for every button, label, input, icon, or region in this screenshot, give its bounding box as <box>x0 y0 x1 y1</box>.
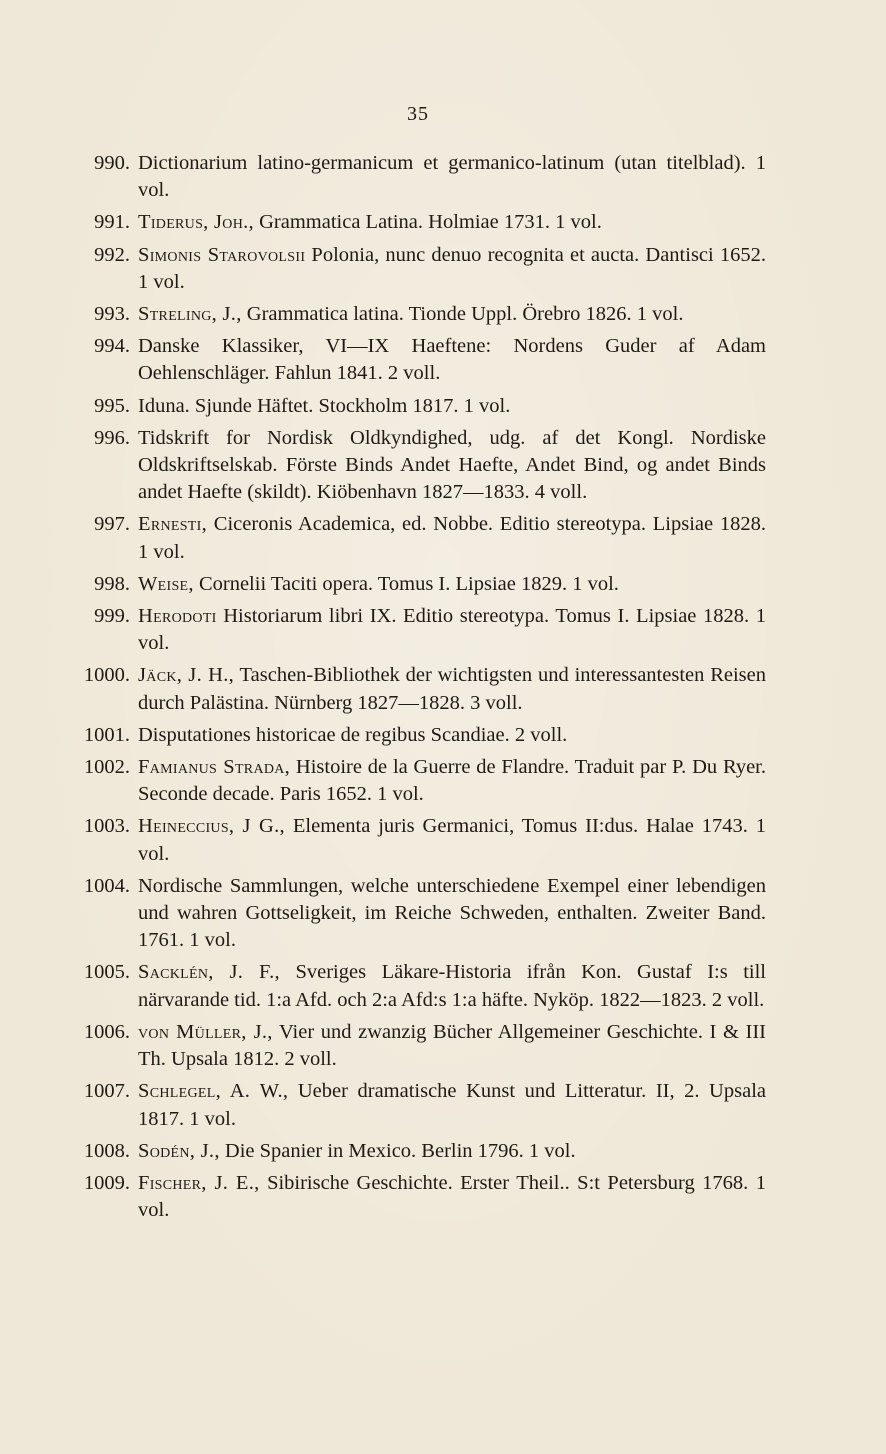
entry-text: Die Spanier in Mexico. Berlin 1796. 1 vol. <box>219 1139 576 1162</box>
catalogue-entry <box>68 571 766 598</box>
entry-text: Sibirische Geschichte. Erster Theil.. S:t Petersburg 1768. 1 vol. <box>138 1171 767 1222</box>
entry-text: Grammatica Latina. Holmiae 1731. 1 vol. <box>253 211 602 234</box>
catalogue-entry <box>68 242 766 296</box>
entry-text: Elementa juris Germanici, Tomus II:dus. Halae 1743. 1 vol. <box>138 815 766 865</box>
entry-number: 998. <box>94 572 130 595</box>
entry-author: Schlegel, A. W., <box>138 1080 289 1103</box>
entry-text: Sveriges Läkare-Historia ifrån Kon. Gustaf I:s till närvarande tid. 1:a Afd. och 2:a Afd:s 1:a häfte. Nyköp. 1822—1823. 2 voll. <box>138 961 766 1011</box>
entry-text: Vier und zwanzig Bücher Allgemeiner Geschichte. I & III Th. Upsala 1812. 2 voll. <box>138 1020 767 1071</box>
entry-text: Tidskrift for Nordisk Oldkyndighed, udg. af det Kongl. Nordiske Oldskriftselskab. Förste Binds Andet Haefte, Andet Bind, og andet Binds andet Haefte (skildt). Kiöbenhavn 1827—1833. 4 voll. <box>138 426 766 504</box>
catalogue-entry <box>68 722 766 749</box>
catalogue-entries <box>68 150 766 1229</box>
entry-text: Disputationes historicae de regibus Scandiae. 2 voll. <box>138 723 568 746</box>
entry-author: Famianus Strada, <box>138 756 291 779</box>
entry-number: 1000. <box>83 664 130 687</box>
entry-number: 997. <box>94 513 130 536</box>
entry-number: 991. <box>94 211 130 234</box>
entry-author: von Müller, J., <box>138 1020 273 1043</box>
entry-text: Cornelii Taciti opera. Tomus I. Lipsiae 1829. 1 vol. <box>193 572 619 595</box>
entry-text: Grammatica latina. Tionde Uppl. Örebro 1826. 1 vol. <box>241 303 684 326</box>
catalogue-entry <box>68 150 766 204</box>
entry-author: Fischer, J. E., <box>138 1171 260 1194</box>
entry-text: Dictionarium latino-germanicum et germanico-latinum (utan titelblad). 1 vol. <box>138 152 766 202</box>
catalogue-entry <box>68 1138 766 1165</box>
catalogue-entry <box>68 1078 766 1132</box>
page-number: 35 <box>407 103 429 125</box>
entry-author: Heineccius, J G., <box>138 815 285 838</box>
entry-number: 1001. <box>83 723 130 746</box>
catalogue-entry <box>68 1019 766 1073</box>
entry-number: 1008. <box>83 1139 130 1162</box>
entry-author: Streling, J., <box>138 303 242 326</box>
catalogue-entry <box>68 813 766 867</box>
entry-number: 993. <box>94 303 130 326</box>
entry-author: Herodoti <box>138 605 217 628</box>
catalogue-entry <box>68 301 766 328</box>
catalogue-entry <box>68 425 766 507</box>
entry-number: 1003. <box>83 815 130 838</box>
entry-text: Nordische Sammlungen, welche unterschiedene Exempel einer lebendigen und wahren Gottseligkeit, im Reiche Schweden, enthalten. Zweiter Band. 1761. 1 vol. <box>138 874 766 952</box>
entry-text: Ueber dramatische Kunst und Litteratur. II, 2. Upsala 1817. 1 vol. <box>138 1080 766 1130</box>
entry-number: 1002. <box>83 756 130 779</box>
catalogue-entry <box>68 333 766 387</box>
catalogue-entry <box>68 873 766 955</box>
entry-number: 1004. <box>83 874 130 897</box>
entry-author: Tiderus, Joh., <box>138 211 254 234</box>
entry-text: Taschen-Bibliothek der wichtigsten und interessantesten Reisen durch Palästina. Nürnberg 1827—1828. 3 voll. <box>138 664 766 714</box>
catalogue-entry <box>68 511 766 565</box>
entry-text: Danske Klassiker, VI—IX Haeftene: Nordens Guder af Adam Oehlenschläger. Fahlun 1841. 2 voll. <box>138 335 766 385</box>
catalogue-entry <box>68 603 766 657</box>
entry-author: Simonis Starovolsii <box>138 243 306 266</box>
entry-number: 1007. <box>83 1080 130 1103</box>
entry-author: Weise, <box>138 572 194 595</box>
entry-text: Histoire de la Guerre de Flandre. Traduit par P. Du Ryer. Seconde decade. Paris 1652. 1 vol. <box>138 756 766 806</box>
catalogue-entry <box>68 209 766 236</box>
entry-number: 1009. <box>83 1171 130 1194</box>
catalogue-entry <box>68 393 766 420</box>
entry-author: Sodén, J., <box>138 1139 220 1162</box>
catalogue-entry <box>68 662 766 716</box>
catalogue-entry <box>68 754 766 808</box>
entry-text: Polonia, nunc denuo recognita et aucta. Dantisci 1652. 1 vol. <box>138 243 766 293</box>
catalogue-entry <box>68 1170 766 1224</box>
entry-author: Sacklén, J. F., <box>138 961 280 984</box>
entry-text: Historiarum libri IX. Editio stereotypa. Tomus I. Lipsiae 1828. 1 vol. <box>138 605 766 655</box>
entry-number: 1006. <box>83 1020 130 1043</box>
entry-number: 992. <box>94 243 130 266</box>
entry-number: 996. <box>94 426 130 449</box>
catalogue-entry <box>68 959 766 1013</box>
entry-number: 999. <box>94 605 130 628</box>
entry-text: Ciceronis Academica, ed. Nobbe. Editio stereotypa. Lipsiae 1828. 1 vol. <box>138 513 766 563</box>
entry-number: 995. <box>94 394 130 417</box>
entry-number: 994. <box>94 335 130 358</box>
entry-number: 990. <box>94 152 130 174</box>
entry-text: Iduna. Sjunde Häftet. Stockholm 1817. 1 vol. <box>138 394 511 417</box>
entry-author: Jäck, J. H., <box>138 664 235 687</box>
entry-author: Ernesti, <box>138 513 208 536</box>
entry-number: 1005. <box>83 961 130 984</box>
